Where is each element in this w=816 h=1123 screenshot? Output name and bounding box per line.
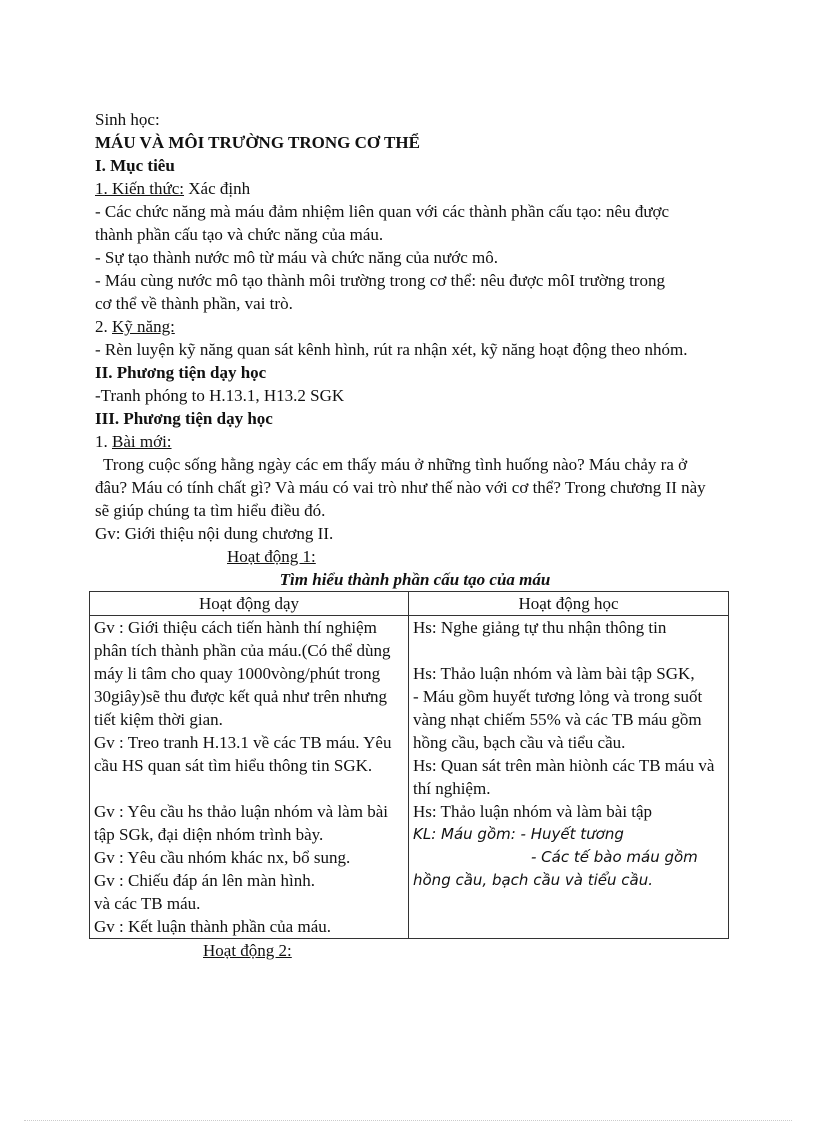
teach-item-3: Gv : Yêu cầu hs thảo luận nhóm và làm bài tập SGk, đại diện nhóm trình bày.	[94, 802, 388, 844]
learn-item-3: - Máu gồm huyết tương lỏng và trong suốt vàng nhạt chiếm 55% và các TB máu gồm hồng cầu, bạch cầu và tiểu cầu.	[413, 687, 703, 752]
activity1-caption: Tìm hiểu thành phần cấu tạo của máu	[279, 570, 551, 589]
lesson-intro: Trong cuộc sống hằng ngày các em thấy máu ở những tình huống nào? Máu chảy ra ở đâu? Máu có tính chất gì? Và máu có vai trò như thế nào với cơ thể? Trong chương II này sẽ giúp chúng ta tìm hiểu điều đó.	[95, 455, 706, 520]
activity2-heading: Hoạt động 2:	[203, 941, 292, 960]
document-title: MÁU VÀ MÔI TRƯỜNG TRONG CƠ THỂ	[95, 133, 420, 152]
conclusion-line-2	[413, 846, 724, 892]
new-lesson-label: Bài mới:	[112, 432, 172, 451]
subject-label: Sinh học:	[95, 110, 160, 129]
learn-spacer	[413, 639, 724, 662]
teach-item-7: Gv : Kết luận thành phần của máu.	[94, 917, 331, 936]
skills-text: - Rèn luyện kỹ năng quan sát kênh hình, rút ra nhận xét, kỹ năng hoạt động theo nhóm.	[95, 340, 688, 359]
knowledge-bullet-1: - Các chức năng mà máu đảm nhiệm liên quan với các thành phần cấu tạo: nêu được thành phần cấu tạo và chức năng của máu.	[95, 202, 670, 244]
table-row	[90, 616, 729, 939]
page-bottom-divider	[24, 1120, 792, 1121]
section3-heading: III. Phương tiện dạy học	[95, 409, 273, 428]
section2-text: -Tranh phóng to H.13.1, H13.2 SGK	[95, 386, 345, 405]
skills-prefix: 2.	[95, 317, 112, 336]
gv-intro: Gv: Giới thiệu nội dung chương II.	[95, 524, 334, 543]
conclusion-line-1: KL: Máu gồm: - Huyết tương	[413, 825, 624, 843]
col-teach-header: Hoạt động dạy	[90, 592, 409, 616]
activity1-heading: Hoạt động 1:	[227, 547, 316, 566]
teach-spacer	[94, 777, 404, 800]
section1-heading: I. Mục tiêu	[95, 156, 175, 175]
activity1-table	[89, 591, 729, 939]
teach-item-2: Gv : Treo tranh H.13.1 về các TB máu. Yêu cầu HS quan sát tìm hiểu thông tin SGK.	[94, 733, 392, 775]
knowledge-bullet-3: - Máu cùng nước mô tạo thành môi trường trong cơ thể: nêu được môI trường trong cơ thể về thành phần, vai trò.	[95, 271, 665, 313]
teach-item-1: Gv : Giới thiệu cách tiến hành thí nghiệm phân tích thành phần của máu.(Có thể dùng máy li tâm cho quay 1000vòng/phút trong 30giây)sẽ thu được kết quả như trên nhưng tiết kiệm thời gian.	[94, 618, 391, 729]
knowledge-bullet-2: - Sự tạo thành nước mô từ máu và chức năng của nước mô.	[95, 248, 499, 267]
teach-item-4: Gv : Yêu cầu nhóm khác nx, bổ sung.	[94, 848, 351, 867]
document-page	[95, 108, 735, 962]
skills-line	[95, 315, 735, 338]
learn-cell	[409, 616, 729, 939]
table-header-row	[90, 592, 729, 616]
new-lesson-line	[95, 430, 735, 453]
section2-heading: II. Phương tiện dạy học	[95, 363, 267, 382]
skills-label: Kỹ năng:	[112, 317, 175, 336]
col-learn-header: Hoạt động học	[409, 592, 729, 616]
learn-item-1: Hs: Nghe giảng tự thu nhận thông tin	[413, 618, 667, 637]
knowledge-line	[95, 177, 735, 200]
learn-item-5: Hs: Thảo luận nhóm và làm bài tập	[413, 802, 653, 821]
teach-item-5: Gv : Chiếu đáp án lên màn hình.	[94, 871, 315, 890]
learn-item-2: Hs: Thảo luận nhóm và làm bài tập SGK,	[413, 664, 695, 683]
knowledge-label: 1. Kiến thức:	[95, 179, 185, 198]
new-lesson-prefix: 1.	[95, 432, 112, 451]
learn-item-4: Hs: Quan sát trên màn hiònh các TB máu và thí nghiệm.	[413, 756, 715, 798]
teach-item-6: và các TB máu.	[94, 894, 201, 913]
teach-cell	[90, 616, 409, 939]
conclusion-text-2: - Các tế bào máu gồm hồng cầu, bạch cầu và tiểu cầu.	[413, 848, 698, 889]
knowledge-text: Xác định	[184, 179, 251, 198]
